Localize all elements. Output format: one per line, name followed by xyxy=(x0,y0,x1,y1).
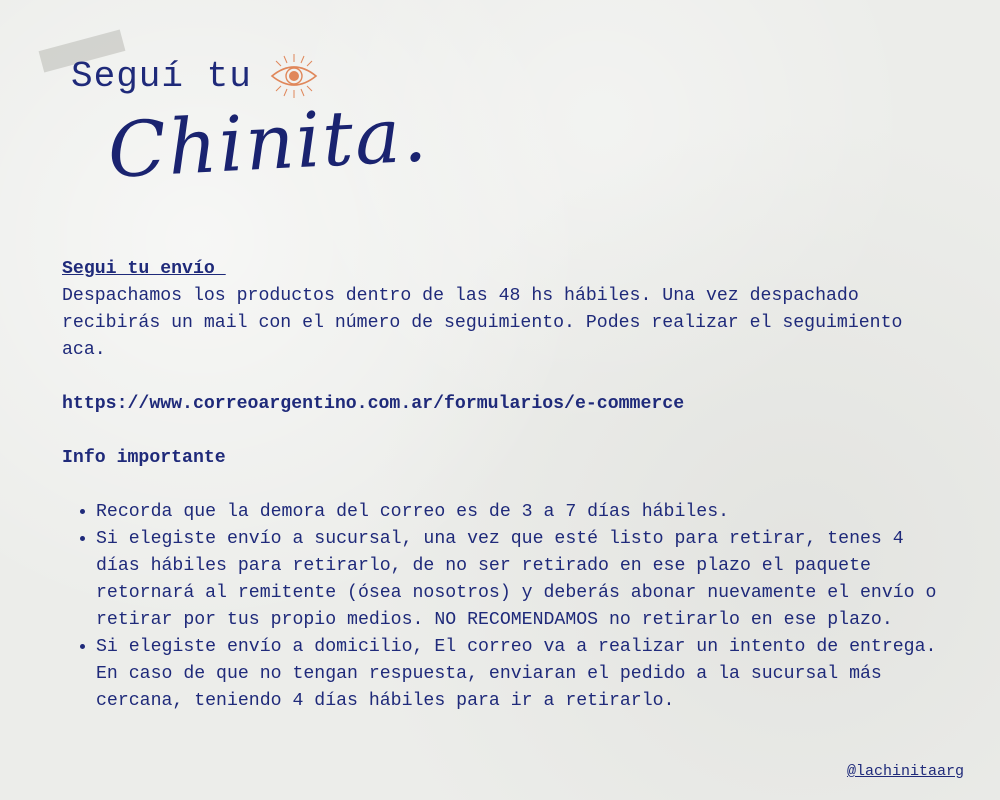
instagram-handle-link[interactable]: @lachinitaarg xyxy=(846,763,964,780)
tracking-paragraph: Despachamos los productos dentro de las 48 hs hábiles. Una vez despachado recibirás un mail con el número de seguimiento. Podes realizar el seguimiento aca. xyxy=(62,286,903,360)
tracking-heading: Segui tu envío xyxy=(62,259,226,279)
info-list-item: • Recorda que la demora del correo es de 3 a 7 días hábiles. xyxy=(96,499,942,526)
main-content xyxy=(62,256,942,715)
brand-title-line1: Seguí tu xyxy=(71,56,252,97)
tracking-url-link[interactable]: https://www.correoargentino.com.ar/formularios/e-commerce xyxy=(62,394,685,414)
brand-title-line2: Chinita. xyxy=(105,89,431,195)
info-list xyxy=(62,499,942,715)
info-list-item: • Si elegiste envío a domicilio, El correo va a realizar un intento de entrega. En caso de que no tengan respuesta, enviaran el pedido a la sucursal más cercana, teniendo 4 días hábiles para ir a retirarlo. xyxy=(96,634,942,715)
info-heading: Info importante xyxy=(62,448,226,468)
info-list-item: • Si elegiste envío a sucursal, una vez que esté listo para retirar, tenes 4 días hábiles para retirarlo, de no ser retirado en ese plazo el paquete retornará al remitente (ósea nosotros) y deberás abonar nuevamente el envío o retirar por tus propio medios. NO RECOMENDAMOS no retirarlo en ese plazo. xyxy=(96,526,942,634)
